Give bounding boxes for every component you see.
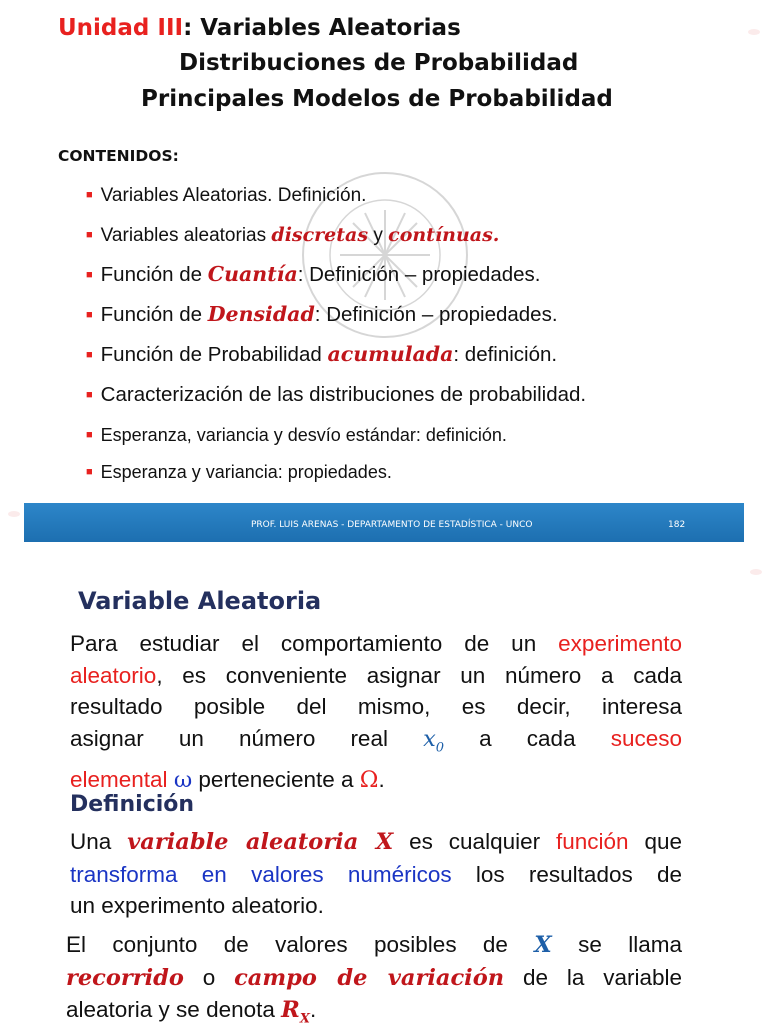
text-line: un experimento aleatorio.: [70, 893, 324, 918]
contents-label: CONTENIDOS:: [58, 147, 179, 165]
bullet-3: ■ Función de Cuantía: Definición – propiedades.: [86, 262, 541, 286]
bullet-square-icon: ■: [86, 229, 93, 241]
bullet-square-icon: ■: [86, 389, 93, 401]
text-line: elemental ω perteneciente a Ω.: [70, 766, 385, 793]
bullet-8: ■ Esperanza y variancia: propiedades.: [86, 462, 392, 482]
bullet-7: ■ Esperanza, variancia y desvío estándar: definición.: [86, 425, 507, 445]
text-line: Una variable aleatoria X es cualquier función que: [70, 829, 682, 855]
title-unit: Unidad III: [58, 15, 184, 41]
text-line: asignar un número real $x_0$ a cada suceso: [70, 725, 682, 755]
bullet-square-icon: ■: [86, 309, 93, 321]
text-line: recorrido o campo de variación de la variable: [66, 964, 682, 991]
definition-heading: Definición: [70, 792, 195, 817]
edge-decoration-icon: [738, 20, 768, 600]
slide-title-line3: Principales Modelos de Probabilidad: [141, 86, 613, 112]
range-paragraph: [66, 929, 682, 1035]
bullet-2: ■ Variables aleatorias discretas y contínuas.: [86, 224, 500, 246]
bullet-square-icon: ■: [86, 466, 93, 478]
bullet-1: ■ Variables Aleatorias. Definición.: [86, 185, 367, 206]
bullet-square-icon: ■: [86, 429, 93, 441]
edge-decoration-icon: [0, 500, 30, 540]
slide-title-line1: [58, 15, 461, 41]
title-rest: : Variables Aleatorias: [183, 15, 461, 41]
footer-text: PROF. LUIS ARENAS - DEPARTAMENTO DE ESTADÍSTICA - UNCO: [251, 520, 533, 530]
text-line: Para estudiar el comportamiento de un experimento: [70, 631, 682, 656]
text-line: El conjunto de valores posibles de X se llama: [66, 932, 682, 958]
section-heading: Variable Aleatoria: [78, 587, 322, 615]
text-line: aleatoria y se denota $R_X$.: [66, 997, 317, 1027]
bullet-5: ■ Función de Probabilidad acumulada: definición.: [86, 342, 558, 366]
slide-title-line2: Distribuciones de Probabilidad: [179, 50, 579, 76]
bullet-4: ■ Función de Densidad: Definición – propiedades.: [86, 302, 558, 326]
intro-paragraph: [70, 628, 682, 796]
bullet-square-icon: ■: [86, 349, 93, 361]
definition-paragraph: [70, 826, 682, 922]
footer-bar: [24, 503, 744, 542]
text-line: transforma en valores numéricos los resultados de: [70, 861, 682, 887]
text-line: aleatorio, es conveniente asignar un número a cada: [70, 662, 682, 688]
bullet-square-icon: ■: [86, 269, 93, 281]
bullet-6: ■ Caracterización de las distribuciones de probabilidad.: [86, 383, 587, 406]
page-number: 182: [668, 520, 686, 530]
text-line: resultado posible del mismo, es decir, interesa: [70, 694, 682, 719]
bullet-square-icon: ■: [86, 189, 93, 201]
